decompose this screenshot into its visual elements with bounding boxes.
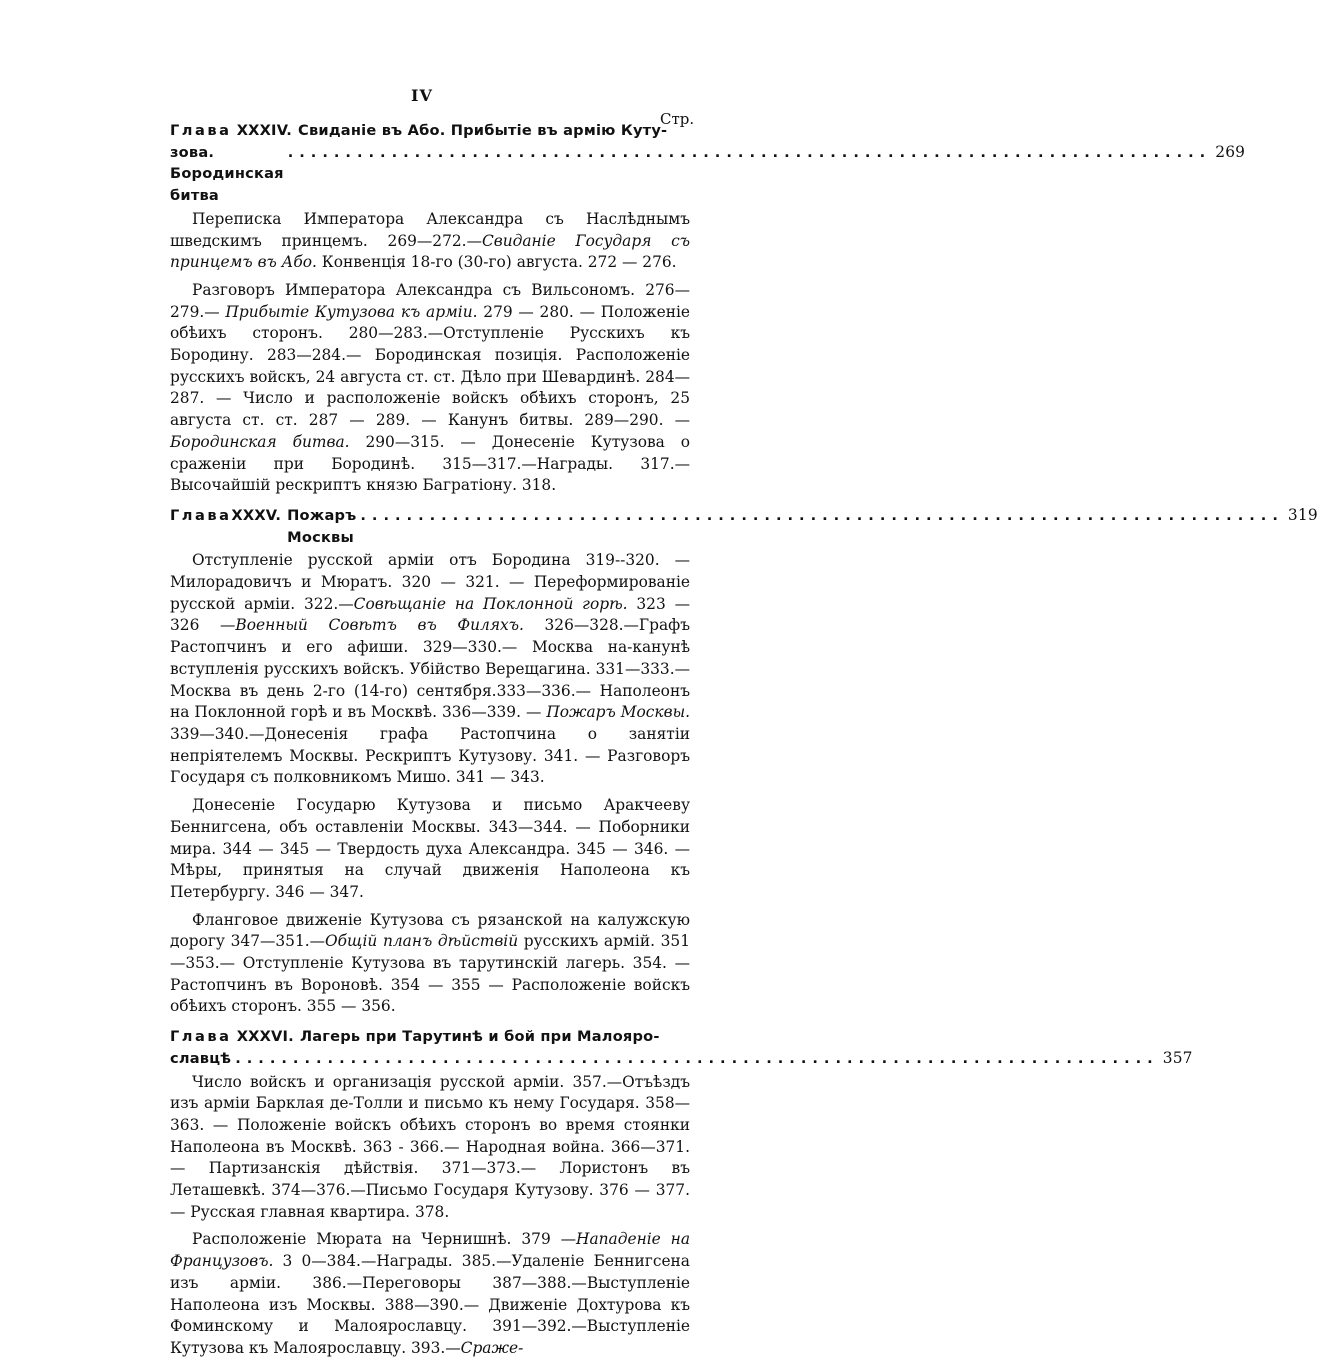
chapter-title-text: Лагерь при Тарутинѣ и бой при Малояро- (299, 1028, 660, 1046)
text-segment: 323 — 326 — (170, 594, 690, 635)
chapter-summary-paragraph (170, 209, 690, 274)
chapter-page-number: 269 (1215, 142, 1246, 161)
text-segment: русскихъ армій. 351—353.— Отступленіе Кутузова въ тарутинскій лагерь. 354. — Растопчинъ въ Вороновѣ. 354 — 355 — Расположеніе войскъ обѣихъ сторонъ. 355 — 356. (170, 932, 690, 1016)
text-segment: 3 0—384.—Награды. 385.—Удаленіе Беннигсена изъ арміи. 386.—Переговоры 387—388.—Выступленіе Наполеона изъ Москвы. 388—390.— Движеніе Дохтурова къ Фоминскому и Малоярославцу. 391—392.—Выступленіе Кутузова къ Малоярославцу. 393.— (170, 1252, 690, 1357)
text-segment: Разговоръ Императора Александра съ Вильсономъ. 276—279.— (170, 280, 690, 321)
text-segment: Расположеніе Мюрата на Чернишнѣ. 379 — (192, 1230, 577, 1249)
leader-dots: ................................................................................ (360, 506, 1284, 524)
italic-phrase: Сраже- (460, 1338, 524, 1357)
text-segment: Донесеніе Государю Кутузова и письмо Аракчееву Беннигсена, объ оставленіи Москвы. 343—344. — Поборники мира. 344 — 345 — Твердость духа Александра. 345 — 346. — Мѣры, принятыя на случай движенія Наполеона къ Петербургу. 346 — 347. (170, 796, 690, 901)
chapter-title-line (170, 505, 1318, 548)
chapter-summary-paragraph (170, 1229, 690, 1359)
italic-phrase: Военный Совѣтъ въ Филяхъ. (235, 616, 524, 635)
leader-dots: ................................................................................ (235, 1049, 1159, 1067)
italic-phrase: Общій планъ дѣйствій (325, 932, 519, 951)
chapter-summary-paragraph (170, 795, 690, 904)
chapter-title (170, 1026, 1193, 1069)
chapter-title-text: славцѣ (170, 1049, 232, 1067)
chapter-title-text: Свиданіе въ Або. Прибытіе въ армію Куту- (298, 122, 668, 139)
chapter-label: Глава (170, 122, 232, 139)
chapter-title (170, 120, 1246, 207)
chapter-title-line (170, 1048, 1193, 1070)
text-segment: 279 — 280. — Положеніе обѣихъ сторонъ. 280—283.—Отступленіе Русскихъ къ Бородину. 283—284.— Бородинская позиція. Расположеніе русскихъ войскъ, 24 августа ст. ст. Дѣло при Шевардинѣ. 284—287. — Число и расположеніе войскъ обѣихъ сторонъ, 25 августа ст. ст. 287 — 289. — Канунъ битвы. 289—290. — (170, 302, 690, 430)
chapter-number: XXXIV. (236, 122, 293, 139)
text-segment: 326—328.—Графъ Растопчинъ и его афиши. 329—330.— Москва на-канунѣ вступленія русскихъ войскъ. Убійство Верещагина. 331—333.—Москва въ день 2-го (14-го) сентября.333—336.— Наполеонъ на Поклонной горѣ и въ Москвѣ. 336—339. — (170, 616, 690, 722)
text-segment: Отступленіе русской арміи отъ Бородина 319--320. — Милорадовичъ и Мюратъ. 320 — 321. — Переформированіе русской арміи. 322.— (170, 551, 690, 613)
italic-phrase: Бородинская битва. (170, 432, 350, 451)
table-of-contents (170, 120, 1318, 1368)
text-segment: Переписка Императора Александра съ Наслѣднымъ шведскимъ принцемъ. 269—272.— (170, 209, 690, 250)
chapter-page-number: 319 (1287, 505, 1318, 524)
text-segment: 339—340.—Донесенія графа Растопчина о занятіи непріятелемъ Москвы. Рескриптъ Кутузову. 341. — Разговоръ Государя съ полковникомъ Мишо. 341 — 343. (170, 724, 690, 787)
chapter-number: XXXV. (231, 506, 282, 524)
page-column-label: Стр. (660, 110, 695, 128)
chapter-summary-paragraph (170, 550, 690, 789)
italic-phrase: Прибытіе Кутузова къ арміи. (225, 302, 478, 321)
chapter-label: Глава (170, 506, 232, 524)
chapter-entry (170, 1026, 1193, 1360)
chapter-entry (170, 120, 1246, 497)
chapter-label: Глава (170, 1028, 232, 1046)
text-segment: Число войскъ и организація русской арміи. 357.—Отъѣздъ изъ арміи Барклая де-Толли и письмо къ нему Государя. 358—363. — Положеніе войскъ обѣихъ сторонъ во время стоянки Наполеона въ Москвѣ. 363 - 366.— Народная война. 366—371.— Партизанскія дѣйствія. 371—373.— Лористонъ въ Леташевкѣ. 374—376.—Письмо Государя Кутузову. 376 — 377. — Русская главная квартира. 378. (170, 1072, 690, 1221)
chapter-title-line (170, 142, 1246, 207)
leader-dots: ................................................................................ (287, 143, 1212, 161)
text-segment: 290—315. — Донесеніе Кутузова о сраженіи при Бородинѣ. 315—317.—Награды. 317.—Высочайшій рескриптъ князю Багратіону. 318. (170, 432, 690, 495)
chapter-title (170, 505, 1318, 548)
chapter-summary-paragraph (170, 910, 690, 1019)
italic-phrase: Пожаръ Москвы. (546, 703, 690, 722)
text-segment: Конвенція 18-го (30-го) августа. 272 — 276. (316, 253, 677, 272)
chapter-title-text: зова. Бородинская битва (170, 143, 284, 205)
text-segment: Фланговое движеніе Кутузова съ рязанской на калужскую дорогу 347—351.— (170, 910, 690, 951)
page-number: IV (411, 86, 433, 105)
chapter-summary-paragraph (170, 1072, 690, 1224)
chapter-summary-paragraph (170, 280, 690, 497)
chapter-title-text: Пожаръ Москвы (287, 506, 357, 546)
chapter-number: XXXVI. (236, 1028, 294, 1046)
italic-phrase: Нападеніе на Французовъ. (170, 1230, 690, 1271)
chapter-page-number: 357 (1162, 1048, 1193, 1067)
italic-phrase: Свиданіе Государя съ принцемъ въ Або. (170, 231, 690, 272)
chapter-title-line (170, 120, 690, 142)
chapter-title-line (170, 1026, 690, 1048)
italic-phrase: Совѣщаніе на Поклонной горѣ. (353, 594, 628, 613)
chapter-entry (170, 505, 1318, 1018)
